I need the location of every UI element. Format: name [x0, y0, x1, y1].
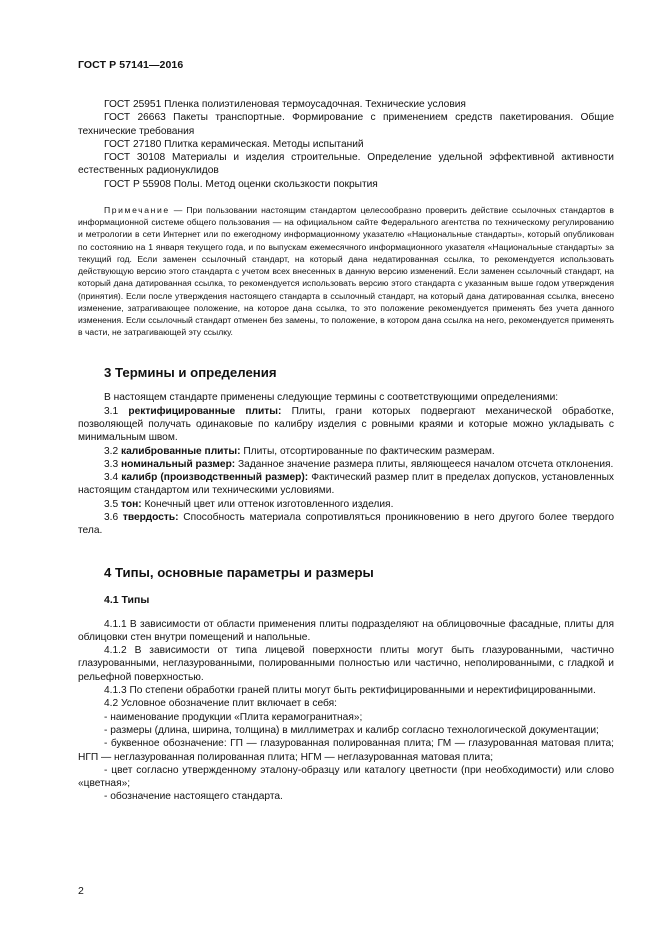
term-name: номинальный размер: — [121, 458, 236, 470]
section-4-paragraph: 4.1.1 В зависимости от области применения плиты подразделяют на облицовочные фасадные, плиты для облицовки стен внутри помещений и напольные. — [78, 618, 614, 643]
note-label: Примечание — [104, 205, 170, 216]
list-item: - цвет согласно утвержденному эталону-образцу или каталогу цветности (при необходимости) или слово «цветная»; — [78, 764, 614, 790]
note-paragraph — [78, 204, 614, 338]
page-number: 2 — [78, 885, 84, 897]
reference-item: ГОСТ 30108 Материалы и изделия строительные. Определение удельной эффективной активности естественных радионуклидов — [78, 152, 614, 177]
term-number: 3.2 — [104, 445, 121, 457]
term-definition — [78, 405, 614, 445]
term-text: Конечный цвет или оттенок изготовленного изделия. — [141, 498, 394, 510]
designation-list — [78, 711, 614, 804]
term-name: тон: — [121, 498, 142, 510]
term-definition — [78, 498, 614, 511]
term-name: ректифицированные плиты: — [128, 405, 282, 417]
reference-item: ГОСТ Р 55908 Полы. Метод оценки скользкости покрытия — [104, 178, 378, 190]
subsection-4-1-title: 4.1 Типы — [104, 593, 150, 606]
note-text: — При пользовании настоящим стандартом целесообразно проверить действие ссылочных стандартов в информационной системе общего пользования — на официальном сайте Федерального агентства по техническому регулированию и метрологии в сети Интернет или по ежегодному информационному указателю «Национальные стандарты», который опубликован по состоянию на 1 января текущего года, и по выпускам ежемесячного информационного указателя «Национальные стандарты» за текущий год. Если заменен ссылочный стандарт, на который дана недатированная ссылка, то рекомендуется использовать действующую версию этого стандарта с учетом всех внесенных в данную версию изменений. Если заменен ссылочный стандарт, на который дана датированная ссылка, то рекомендуется использовать версию этого стандарта с указанным выше годом утверждения (принятия). Если после утверждения настоящего стандарта в ссылочный стандарт, на который дана датированная ссылка, внесено изменение, затрагивающее положение, на которое дана ссылка, то это положение рекомендуется применять без учета данного изменения. Если ссылочный стандарт отменен без замены, то положение, в котором дана ссылка на него, рекомендуется применять в части, не затрагивающей эту ссылку. — [78, 205, 614, 338]
reference-item: ГОСТ 25951 Пленка полиэтиленовая термоусадочная. Технические условия — [104, 99, 466, 110]
document-header-code: ГОСТ Р 57141—2016 — [78, 59, 184, 71]
term-definition — [78, 471, 614, 498]
section-4-paragraph: 4.2 Условное обозначение плит включает в себя: — [104, 698, 338, 710]
section-3-intro: В настоящем стандарте применены следующие термины с соответствующими определениями: — [104, 392, 559, 404]
reference-item: ГОСТ 27180 Плитка керамическая. Методы испытаний — [104, 138, 364, 150]
term-definition — [78, 445, 614, 458]
document-body — [78, 98, 614, 804]
term-number: 3.6 — [104, 511, 123, 523]
term-text: Заданное значение размера плиты, являющееся началом отсчета отклонения. — [235, 458, 614, 470]
term-definition — [78, 511, 614, 538]
term-name: калиброванные плиты: — [121, 445, 241, 457]
section-4-title: 4 Типы, основные параметры и размеры — [104, 564, 374, 580]
term-name: калибр (производственный размер): — [121, 472, 309, 484]
section-3-title: 3 Термины и определения — [104, 365, 277, 381]
term-definition — [78, 458, 614, 471]
reference-item: ГОСТ 26663 Пакеты транспортные. Формирование с применением средств пакетирования. Общие технические требования — [78, 112, 614, 137]
list-item: - размеры (длина, ширина, толщина) в миллиметрах и калибр согласно технологической документации; — [104, 724, 599, 736]
term-text: Способность материала сопротивляться проникновению в него другого более твердого тела. — [78, 511, 614, 537]
list-item: - обозначение настоящего стандарта. — [104, 791, 283, 803]
term-text: Плиты, отсортированные по фактическим размерам. — [240, 445, 495, 457]
list-item: - наименование продукции «Плита керамогранитная»; — [104, 711, 363, 723]
term-name: твердость: — [122, 511, 179, 523]
references-list — [78, 98, 614, 191]
term-number: 3.4 — [104, 472, 122, 484]
term-text: Плиты, грани которых подвергают механической обработке, позволяющей получать одинаковые по калибру изделия с ровными краями и которые можно укладывать с минимальным швом. — [78, 405, 614, 444]
term-number: 3.1 — [104, 405, 129, 417]
term-number: 3.5 — [104, 498, 121, 510]
section-4-paragraph: 4.1.2 В зависимости от типа лицевой поверхности плиты могут быть глазурованными, частично глазурованными, неглазурованными, полированными полностью или частично, неполированными, с гладкой и рельефной поверхностью. — [78, 645, 614, 683]
term-text: Фактический размер плит в пределах допусков, установленных настоящим стандартом или техническими условиями. — [78, 472, 614, 497]
section-4-paragraph: 4.1.3 По степени обработки граней плиты могут быть ректифицированными и неректифицированными. — [104, 685, 596, 697]
list-item: - буквенное обозначение: ГП — глазурованная полированная плита; ГМ — глазурованная матовая плита; НГП — неглазурованная полированная плита; НГМ — неглазурованная матовая плита; — [78, 738, 614, 763]
term-number: 3.3 — [104, 458, 121, 470]
